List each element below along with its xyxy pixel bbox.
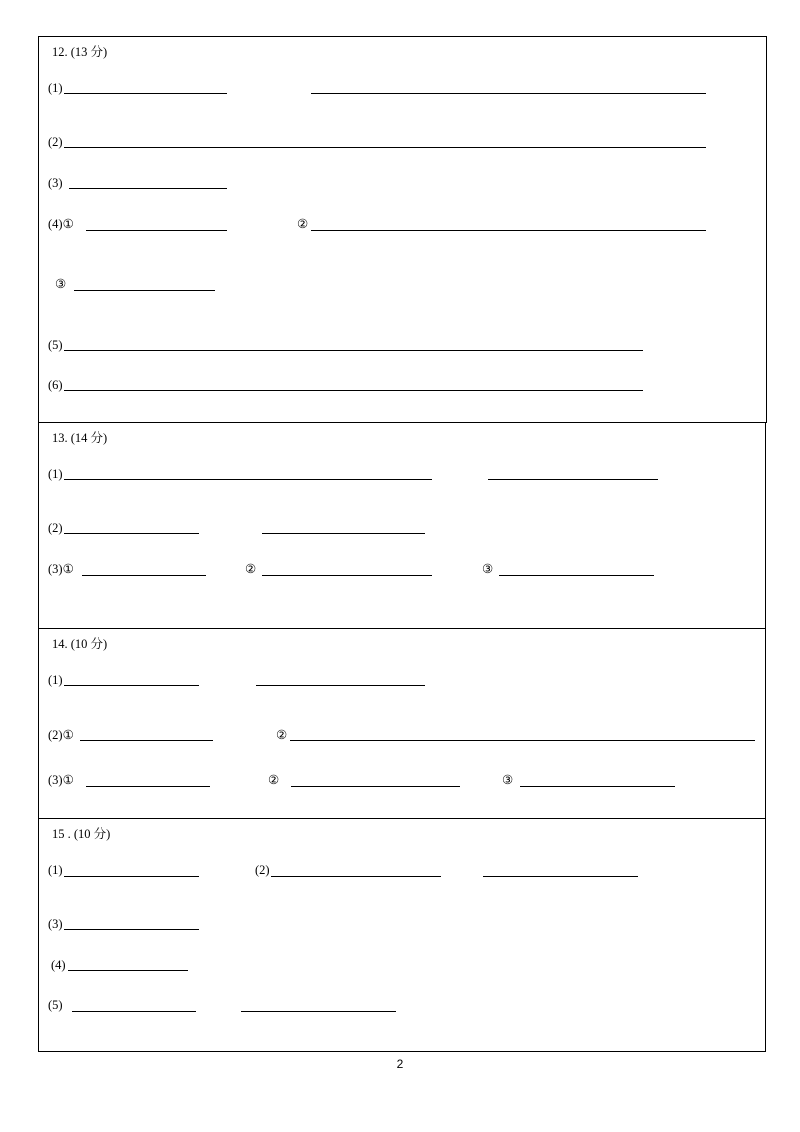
q12-5-label: (5) [48, 338, 63, 352]
q12-4-3-blank[interactable] [74, 290, 215, 291]
q14-1-blank-a[interactable] [64, 685, 199, 686]
q15-1-blank[interactable] [64, 876, 199, 877]
q12-1-label: (1) [48, 81, 63, 95]
q14-2-2-blank[interactable] [290, 740, 755, 741]
q12-5-blank[interactable] [64, 350, 643, 351]
q12-3-blank-b[interactable] [149, 188, 227, 189]
q15-2-blank-a[interactable] [271, 876, 441, 877]
q12-4-1-blank[interactable] [86, 230, 227, 231]
q14-3-2-blank[interactable] [291, 786, 460, 787]
q12-4-2-label: ② [297, 217, 309, 231]
q12-4-1-label: (4)① [48, 217, 74, 231]
section-13-box [38, 422, 766, 629]
q15-5-blank-a[interactable] [72, 1011, 196, 1012]
q12-1-blank-a[interactable] [64, 93, 227, 94]
q13-3-1-label: (3)① [48, 562, 74, 576]
q14-3-1-label: (3)① [48, 773, 74, 787]
q13-1-blank-b[interactable] [488, 479, 658, 480]
q14-1-blank-b[interactable] [256, 685, 425, 686]
q15-5-label: (5) [48, 998, 63, 1012]
section-12-title: 12. (13 分) [52, 45, 108, 59]
q12-1-blank-b[interactable] [311, 93, 706, 94]
q14-3-1-blank[interactable] [86, 786, 210, 787]
q15-4-label: (4) [51, 958, 66, 972]
section-15-box [38, 818, 766, 1052]
q12-4-3-label: ③ [55, 277, 67, 291]
q13-1-label: (1) [48, 467, 63, 481]
q12-3-label: (3) [48, 176, 63, 190]
q12-3-blank-a[interactable] [69, 188, 149, 189]
page-number: 2 [396, 1057, 404, 1071]
q12-2-blank[interactable] [64, 147, 706, 148]
q14-2-1-label: (2)① [48, 728, 74, 742]
q13-3-2-label: ② [245, 562, 257, 576]
q12-6-label: (6) [48, 378, 63, 392]
q13-2-blank-b[interactable] [262, 533, 425, 534]
q13-2-label: (2) [48, 521, 63, 535]
q13-3-1-blank[interactable] [82, 575, 206, 576]
q14-2-2-label: ② [276, 728, 288, 742]
q13-2-blank-a[interactable] [64, 533, 199, 534]
section-14-title: 14. (10 分) [52, 637, 108, 651]
section-14-box [38, 628, 766, 819]
q15-2-blank-b[interactable] [483, 876, 638, 877]
q15-2-label: (2) [255, 863, 270, 877]
q14-3-3-label: ③ [502, 773, 514, 787]
q15-4-blank[interactable] [68, 970, 188, 971]
q15-3-label: (3) [48, 917, 63, 931]
q14-3-3-blank[interactable] [520, 786, 675, 787]
q15-5-blank-b[interactable] [241, 1011, 396, 1012]
section-15-title: 15 . (10 分) [52, 827, 111, 841]
q14-3-2-label: ② [268, 773, 280, 787]
q12-4-2-blank[interactable] [311, 230, 706, 231]
q12-2-label: (2) [48, 135, 63, 149]
q14-2-1-blank[interactable] [80, 740, 213, 741]
q15-3-blank[interactable] [64, 929, 199, 930]
q14-1-label: (1) [48, 673, 63, 687]
q13-1-blank-a[interactable] [64, 479, 432, 480]
q13-3-2-blank[interactable] [262, 575, 432, 576]
q15-1-label: (1) [48, 863, 63, 877]
section-13-title: 13. (14 分) [52, 431, 108, 445]
q12-6-blank[interactable] [64, 390, 643, 391]
q13-3-3-blank[interactable] [499, 575, 654, 576]
q13-3-3-label: ③ [482, 562, 494, 576]
